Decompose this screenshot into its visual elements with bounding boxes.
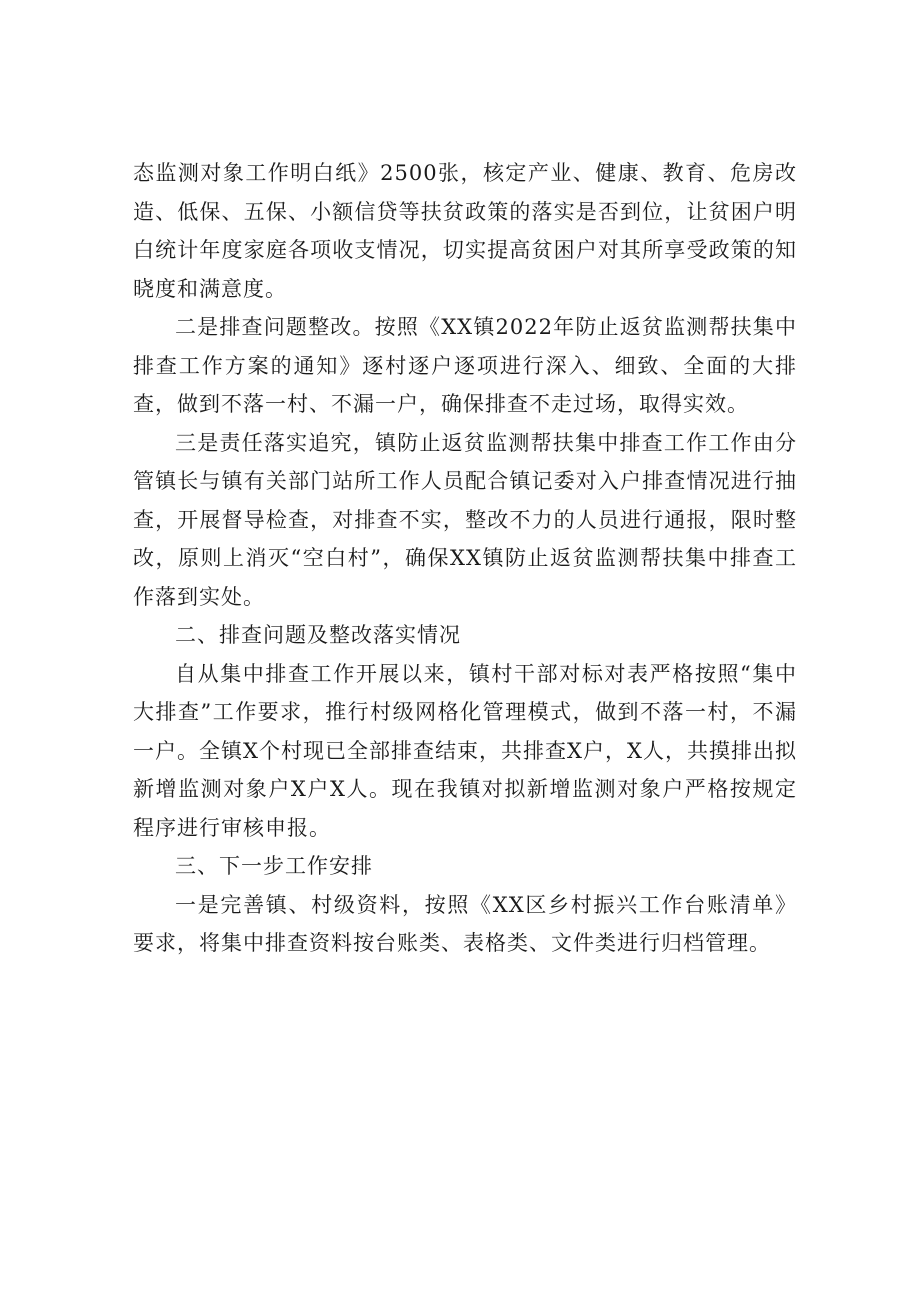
document-body [133,154,797,963]
section-heading-next-steps: 三、下一步工作安排 [175,854,373,878]
section-heading-rectification-status: 二、排查问题及整改落实情况 [175,623,461,647]
paragraph-responsibility: 三是责任落实追究，镇防止返贫监测帮扶集中排查工作工作由分管镇长与镇有关部门站所工作人员配合镇记委对入户排查情况进行抽查，开展督导检查，对排查不实，整改不力的人员进行通报，限时整改，原则上消灭“空白村”，确保XX镇防止返贫监测帮扶集中排查工作落到实处。 [133,430,797,609]
paragraph-problem-rectification: 二是排查问题整改。按照《XX镇2022年防止返贫监测帮扶集中排查工作方案的通知》逐村逐户逐项进行深入、细致、全面的大排查，做到不落一村、不漏一户，确保排查不走过场，取得实效。 [133,315,797,416]
paragraph-continuation: 态监测对象工作明白纸》2500张，核定产业、健康、教育、危房改造、低保、五保、小额信贷等扶贫政策的落实是否到位，让贫困户明白统计年度家庭各项收支情况，切实提高贫困户对其所享受政策的知晓度和满意度。 [133,161,797,301]
paragraph-improve-records: 一是完善镇、村级资料，按照《XX区乡村振兴工作台账清单》要求，将集中排查资料按台账类、表格类、文件类进行归档管理。 [133,892,797,955]
paragraph-investigation-results: 自从集中排查工作开展以来，镇村干部对标对表严格按照“集中大排查”工作要求，推行村级网格化管理模式，做到不落一村，不漏一户。全镇X个村现已全部排查结束，共排查X户，X人，共摸排出拟新增监测对象户X户X人。现在我镇对拟新增监测对象户严格按规定程序进行审核申报。 [133,661,797,840]
